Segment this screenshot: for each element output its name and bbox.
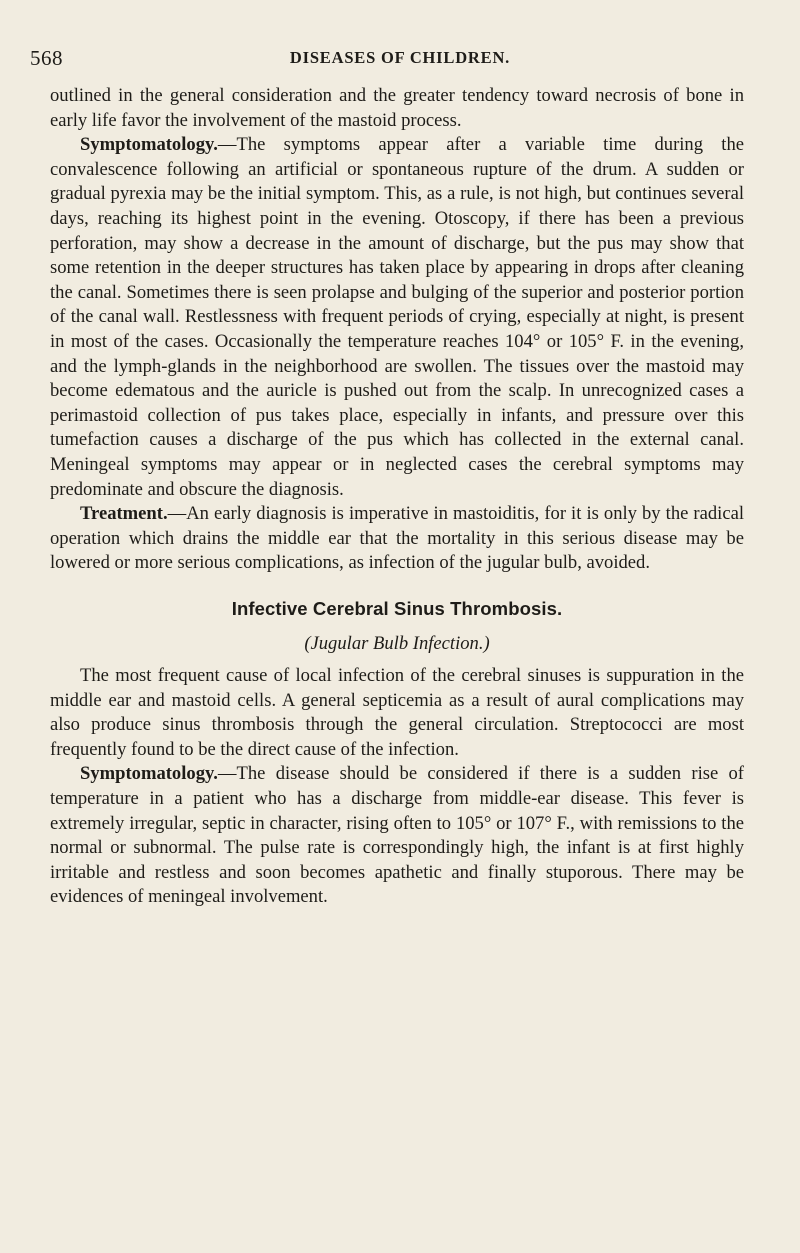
paragraph-treatment-text: —An early diagnosis is imperative in mastoiditis, for it is only by the radical operation which drains the middle ear that the mortality in this serious disease may be lowered or more serious complications, as infection of the jugular bulb, avoided. <box>50 503 744 574</box>
paragraph-symptomatology-text: —The symptoms appear after a variable time during the convalescence following an artificial or spontaneous rupture of the drum. A sudden or gradual pyrexia may be the initial symptom. This, as a rule, is not high, but continues several days, reaching its highest point in the evening. Otoscopy, if there has been a previous perforation, may show a decrease in the amount of discharge, but the pus may show that some retention in the deeper structures has taken place by appearing in drops after cleaning the canal. Sometimes there is seen prolapse and bulging of the superior and posterior portion of the canal wall. Restlessness with frequent periods of crying, especially at night, is present in most of the cases. Occasionally the temperature reaches 104° or 105° F. in the evening, and the lymph-glands in the neighborhood are swollen. The tissues over the mastoid may become edematous and the auricle is pushed out from the scalp. In unrecognized cases a perimastoid collection of pus takes place, especially in infants, and pressure over this tumefaction causes a discharge of the pus which has collected in the external canal. Meningeal symptoms may appear or in neglected cases the cerebral symptoms may predominate and obscure the diagnosis. <box>50 134 744 500</box>
running-title: DISEASES OF CHILDREN. <box>289 48 511 67</box>
page-number: 568 <box>30 46 63 70</box>
paragraph-treatment <box>50 502 744 576</box>
paragraph-symptomatology <box>50 133 744 502</box>
section-subtitle: (Jugular Bulb Infection.) <box>304 633 490 655</box>
paragraph-sinus-symptomatology <box>50 762 744 910</box>
run-in-heading-treatment: Treatment. <box>80 503 168 525</box>
page-header <box>30 46 770 76</box>
section-title: Infective Cerebral Sinus Thrombosis. <box>231 597 563 619</box>
body-text <box>50 84 744 910</box>
paragraph-sinus-symptomatology-text: —The disease should be considered if there is a sudden rise of temperature in a patient who has a discharge from middle-ear disease. This fever is extremely irregular, septic in character, rising often to 105° or 107° F., with remissions to the normal or subnormal. The pulse rate is correspondingly high, the infant is at first highly irritable and restless and soon becomes apathetic and finally stuporous. There may be evidences of meningeal involvement. <box>50 763 744 908</box>
run-in-heading-sinus-symptomatology: Symptomatology. <box>80 763 218 785</box>
paragraph-continuation: outlined in the general consideration and the greater tendency toward necrosis of bone in early life favor the involvement of the mastoid process. <box>50 85 744 131</box>
paragraph-cause: The most frequent cause of local infection of the cerebral sinuses is suppuration in the middle ear and mastoid cells. A general septicemia as a result of aural complications may also produce sinus thrombosis through the general circulation. Streptococci are most frequently found to be the direct cause of the infection. <box>50 665 744 760</box>
run-in-heading-symptomatology: Symptomatology. <box>80 134 218 156</box>
